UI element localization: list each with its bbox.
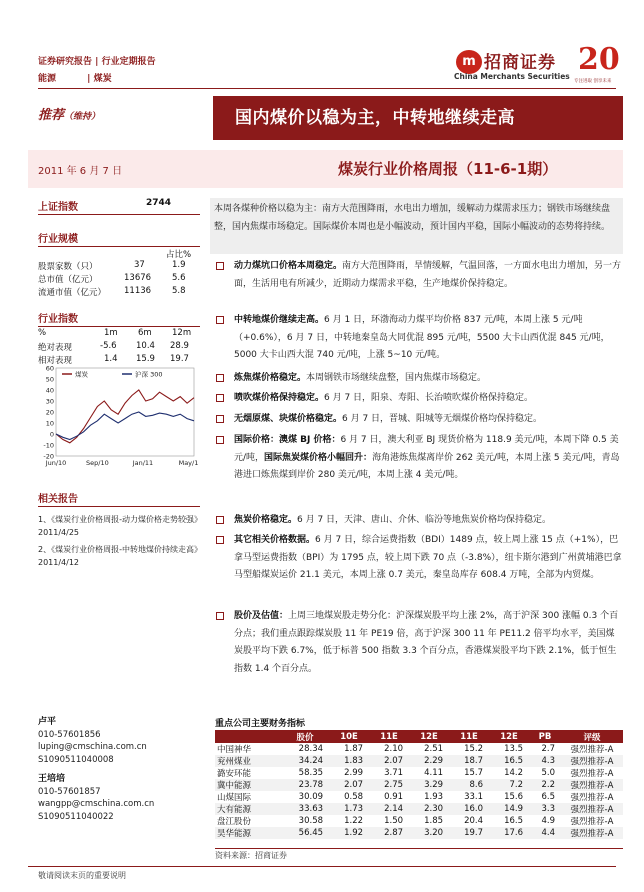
table-cell: 2.30	[409, 803, 449, 815]
share-label: 占比%	[166, 250, 192, 260]
y-tick-label: 40	[45, 386, 54, 395]
company-logo	[450, 42, 625, 88]
rating-note: （维持）	[64, 112, 101, 122]
table-cell: 19.7	[449, 827, 489, 839]
table-cell: 30.58	[298, 816, 324, 826]
table-cell: 17.6	[489, 827, 529, 839]
scale-row: 股票家数（只） 37 1.9	[38, 260, 186, 272]
bullet-square-icon	[216, 394, 224, 402]
table-cell: 3.71	[384, 768, 404, 778]
company-name-cell: 兖州煤业	[215, 755, 281, 767]
company-name-cell: 昊华能源	[215, 827, 281, 839]
table-cell: 1.22	[344, 816, 364, 826]
bullet-item: 国际价格：澳煤 BJ 价格：6 月 7 日，澳大利亚 BJ 现货价格为 118.9 美元/吨，本周下降 0.5 美元/吨，国际焦炭煤价格小幅回升：海角港炼焦煤离岸价 262 美元/吨，本周上涨 5 美元/吨，青岛港进口炼焦煤到岸价 280 美元/吨，本周上涨 4 美元/吨。	[210, 432, 623, 485]
table-source: 资料来源：招商证券	[215, 851, 287, 860]
table-cell: 30.09	[298, 792, 324, 802]
y-tick-label: 10	[45, 419, 54, 428]
bullet-item: 炼焦煤价格稳定。本周钢铁市场继续盘整，国内焦煤市场稳定。	[210, 370, 623, 388]
sector: 能源	[38, 74, 57, 84]
bullet-item: 股价及估值：上周三地煤炭股走势分化：沪深煤炭股平均上涨 2%，高于沪深 300 涨幅 0.3 个百分点；我们重点跟踪煤炭股 11 年 PE19 倍，高于沪深 300 11 年 PE11.2 倍平均水平，美国煤炭股平均下跌 6.7%，低于标普 500 指数 3.3 个百分点，香港煤炭股平均下跌 2.1%，低于恒生指数 1.4 个百分点。	[210, 608, 623, 678]
company-name-cell: 潞安环能	[217, 769, 252, 779]
report-category: 证券研究报告	[38, 57, 93, 67]
table-cell: 2.14	[369, 803, 409, 815]
table-header-row	[215, 730, 623, 743]
bullet-square-icon	[216, 612, 224, 620]
table-row	[215, 755, 623, 767]
table-cell: 1.83	[329, 755, 369, 767]
perf-row: 绝对表现 -5.6 10.4 28.9	[38, 341, 189, 353]
index-value: 2744	[146, 198, 172, 208]
table-cell: 1.93	[424, 792, 444, 802]
table-cell: 0.91	[384, 792, 404, 802]
report-subcategory: 行业定期报告	[101, 57, 156, 67]
table-cell: 2.87	[369, 827, 409, 839]
table-cell: 7.2	[489, 779, 529, 791]
legend-label: 沪深 300	[135, 370, 163, 379]
related-report[interactable]: 1、《煤炭行业价格周报-动力煤价格走势较强》2011/4/25	[38, 515, 198, 537]
scale-title: 行业规模	[38, 234, 78, 245]
table-cell: 13.5	[504, 744, 524, 754]
company-name-cell: 山煤国际	[217, 793, 252, 803]
table-cell: 2.7	[541, 744, 555, 754]
table-cell: 1.87	[344, 744, 364, 754]
table-cell: 0.58	[344, 792, 364, 802]
analyst-name: 卢平	[38, 717, 57, 727]
footer-note: 敬请阅读末页的重要说明	[38, 871, 126, 880]
scale-row: 总市值（亿元） 13676 5.6	[38, 273, 186, 285]
industry: 煤炭	[93, 74, 112, 84]
y-tick-label: -20	[43, 452, 54, 461]
table-row	[215, 803, 623, 815]
table-cell: 2.2	[529, 779, 561, 791]
col-header: 11E	[449, 730, 489, 743]
bullet-square-icon	[216, 262, 224, 270]
table-cell: 20.4	[464, 816, 484, 826]
analyst-cert: S1090511040008	[38, 754, 114, 765]
table-cell: 4.4	[529, 827, 561, 839]
report-headline: 国内煤价以稳为主，中转地继续走高	[213, 96, 623, 140]
analyst-email[interactable]: wangpp@cmschina.com.cn	[38, 799, 155, 809]
bullet-square-icon	[216, 374, 224, 382]
bullet-item: 动力煤坑口价格本周稳定。南方大范围降雨，旱情缓解，气温回落，一方面水电出力增加，另一方面，生活用电有所减少，近期动力煤需求平稳，生产地煤价保持稳定。	[210, 258, 623, 293]
bullet-square-icon	[216, 536, 224, 544]
industry-index-chart	[38, 360, 198, 470]
logo-mark-icon: m	[456, 50, 482, 74]
table-cell: 2.29	[409, 755, 449, 767]
col-header	[215, 730, 281, 743]
logo-name-cn: 招商证券	[484, 53, 556, 73]
table-cell: 2.75	[369, 779, 409, 791]
table-cell: 4.3	[529, 755, 561, 767]
table-cell: 5.0	[541, 768, 555, 778]
table-cell: 6.5	[541, 792, 555, 802]
col-header: 股价	[281, 730, 329, 743]
company-name-cell: 冀中能源	[215, 779, 281, 791]
table-cell: 3.29	[409, 779, 449, 791]
table-cell: 15.2	[464, 744, 484, 754]
table-cell: 58.35	[298, 768, 324, 778]
y-tick-label: -10	[43, 441, 54, 450]
table-cell: 34.24	[281, 755, 329, 767]
table-cell: 2.07	[369, 755, 409, 767]
report-title: 煤炭行业价格周报（11-6-1期）	[338, 160, 558, 178]
related-report[interactable]: 2、《煤炭行业价格周报-中转地煤价持续走高》2011/4/12	[38, 545, 198, 567]
perf-row: 相对表现 1.4 15.9 19.7	[38, 354, 189, 366]
table-cell: 15.7	[464, 768, 484, 778]
financials-table	[215, 730, 623, 839]
x-tick-label: Sep/10	[86, 459, 109, 467]
table-cell: 3.3	[529, 803, 561, 815]
table-cell: 2.07	[329, 779, 369, 791]
table-cell: 18.7	[449, 755, 489, 767]
table-cell: 强烈推荐-A	[561, 779, 623, 791]
table-row	[215, 815, 623, 827]
table-cell: 2.99	[344, 768, 364, 778]
analyst-phone: 010-57601857	[38, 786, 101, 797]
table-cell: 28.34	[298, 744, 324, 754]
bullet-square-icon	[216, 436, 224, 444]
company-name-cell: 中国神华	[217, 745, 252, 755]
y-tick-label: 20	[45, 408, 54, 417]
bullet-square-icon	[216, 316, 224, 324]
table-cell: 1.92	[329, 827, 369, 839]
table-cell: 56.45	[281, 827, 329, 839]
company-name-cell: 大有能源	[215, 803, 281, 815]
table-row	[215, 767, 623, 779]
table-cell: 1.73	[329, 803, 369, 815]
col-header: 10E	[329, 730, 369, 743]
table-cell: 强烈推荐-A	[570, 769, 614, 779]
table-cell: 33.1	[464, 792, 484, 802]
col-header: 11E	[369, 730, 409, 743]
table-cell: 强烈推荐-A	[570, 817, 614, 827]
col-header: 评级	[561, 730, 623, 743]
table-cell: 强烈推荐-A	[570, 793, 614, 803]
table-row	[215, 791, 623, 803]
col-header: 12E	[409, 730, 449, 743]
rating: 推荐（维持）	[38, 108, 101, 123]
x-tick-label: May/1	[178, 459, 198, 467]
table-cell: 4.11	[424, 768, 444, 778]
table-cell: 2.10	[384, 744, 404, 754]
table-row	[215, 779, 623, 791]
bullet-item: 中转地煤价继续走高。6 月 1 日，环渤海动力煤平均价格 837 元/吨，本周上涨 5 元/吨（+0.6%），6 月 7 日，中转地秦皇岛大同优混 895 元/吨，5500 大卡山西优混 845 元/吨， 5000 大卡山西大混 740 元/吨，上涨 5~10 元/吨。	[210, 312, 623, 365]
x-tick-label: Jun/10	[45, 459, 67, 467]
table-cell: 强烈推荐-A	[561, 755, 623, 767]
table-cell: 16.0	[449, 803, 489, 815]
table-cell: 15.6	[504, 792, 524, 802]
analyst-block	[38, 773, 154, 823]
logo-slogan: 专注进取 创享未来	[574, 79, 612, 84]
col-header: PB	[529, 730, 561, 743]
table-rule	[215, 848, 623, 849]
col-header: 12E	[489, 730, 529, 743]
bullet-square-icon	[216, 415, 224, 423]
chart-frame	[56, 368, 194, 456]
bullet-item: 其它相关价格数据。6 月 7 日，综合运费指数（BDI）1489 点，较上周上涨 15 点（+1%），巴拿马型运费指数（BPI）为 1795 点，较上周下跌 70 点（-3.8%），纽卡斯尔港到广州黄埔港巴拿马型船煤炭运价 21.1 美元，本周上涨 0.7 美元，秦皇岛库存 608.4 万吨，全部为内贸煤。	[210, 532, 623, 585]
report-date: 2011 年 6 月 7 日	[38, 166, 123, 177]
table-cell: 2.51	[424, 744, 444, 754]
related-title: 相关报告	[38, 494, 78, 505]
anniversary-mark: 20	[578, 42, 620, 77]
table-row	[215, 743, 623, 755]
table-cell: 23.78	[281, 779, 329, 791]
summary-box: 本周各煤种价格以稳为主：南方大范围降雨，水电出力增加，缓解动力煤需求压力；钢铁市场继续盘整，国内焦煤市场稳定。国际煤价本周也是小幅波动，预计国内平稳，国际小幅波动的态势将持续。	[210, 198, 623, 254]
date-band	[28, 150, 623, 188]
table-cell: 14.2	[504, 768, 524, 778]
bullet-item: 喷吹煤价格保持稳定。6 月 7 日，阳泉、寿阳、长治喷吹煤价格保持稳定。	[210, 390, 623, 408]
x-tick-label: Jan/11	[132, 459, 154, 467]
analyst-email[interactable]: luping@cmschina.com.cn	[38, 742, 147, 752]
table-cell: 1.85	[424, 816, 444, 826]
table-cell: 16.5	[504, 816, 524, 826]
analyst-cert: S1090511040022	[38, 811, 114, 822]
y-tick-label: 60	[45, 364, 54, 373]
table-cell: 4.9	[541, 816, 555, 826]
y-tick-label: 50	[45, 375, 54, 384]
table-cell: 3.20	[409, 827, 449, 839]
bullet-square-icon	[216, 516, 224, 524]
table-cell: 强烈推荐-A	[561, 803, 623, 815]
table-cell: 33.63	[281, 803, 329, 815]
table-row	[215, 827, 623, 839]
table-cell: 8.6	[449, 779, 489, 791]
footer-rule	[28, 866, 616, 867]
index-row	[38, 198, 200, 213]
scale-row: 流通市值（亿元） 11136 5.8	[38, 286, 186, 298]
table-cell: 14.9	[489, 803, 529, 815]
table-cell: 强烈推荐-A	[561, 827, 623, 839]
index-title: 行业指数	[38, 314, 78, 325]
y-tick-label: 0	[49, 430, 54, 439]
perf-header: % 1m 6m 12m	[38, 328, 192, 338]
table-cell: 1.50	[384, 816, 404, 826]
legend-label: 煤炭	[75, 370, 88, 379]
table-cell: 16.5	[489, 755, 529, 767]
analyst-phone: 010-57601856	[38, 729, 101, 740]
bullet-item: 无烟原煤、块煤价格稳定。6 月 7 日，晋城、阳城等无烟煤价格均保持稳定。	[210, 411, 623, 429]
y-tick-label: 30	[45, 397, 54, 406]
report-type: 证券研究报告 | 行业定期报告 能源 | 煤炭	[38, 57, 156, 84]
table-cell: 强烈推荐-A	[570, 745, 614, 755]
table-title: 重点公司主要财务指标	[215, 719, 306, 729]
index-label: 上证指数	[38, 202, 78, 213]
logo-name-en: China Merchants Securities	[454, 72, 570, 81]
company-name-cell: 盘江股份	[217, 817, 252, 827]
bullet-item: 焦炭价格稳定。6 月 7 日，天津、唐山、介休、临汾等地焦炭价格均保持稳定。	[210, 512, 623, 530]
header-rule	[38, 88, 616, 89]
analyst-block	[38, 716, 147, 766]
series-line-hs300	[56, 412, 194, 440]
analyst-name: 王培培	[38, 774, 66, 784]
